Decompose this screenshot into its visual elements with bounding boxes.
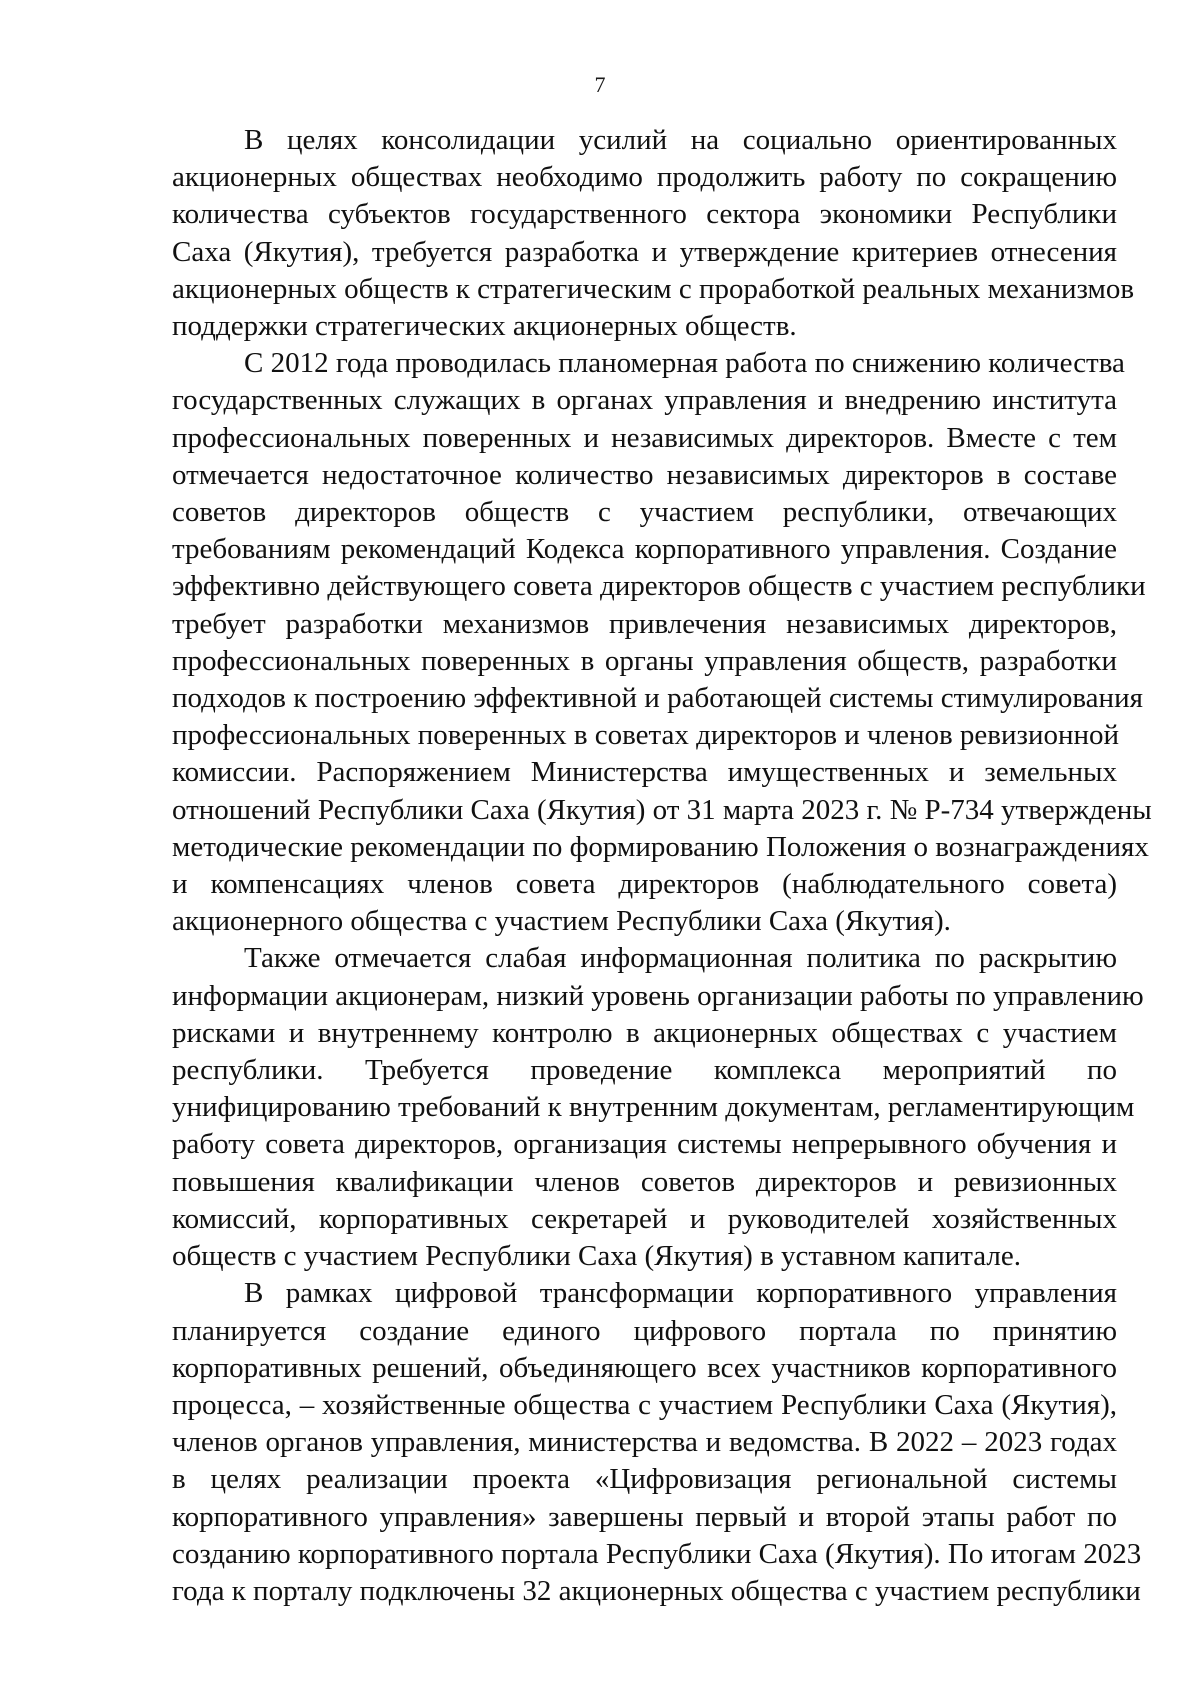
text-line: профессиональных поверенных и независимых директоров. Вместе с тем [172,421,1117,454]
text-line: Также отмечается слабая информационная политика по раскрытию [244,942,1117,975]
text-line: корпоративного управления» завершены первый и второй этапы работ по [172,1500,1117,1533]
text-line: профессиональных поверенных в советах директоров и членов ревизионной [172,719,1120,752]
text-line: требованиям рекомендаций Кодекса корпоративного управления. Создание [172,533,1117,566]
page-number: 7 [594,72,606,97]
text-line: членов органов управления, министерства и ведомства. В 2022 – 2023 годах [172,1426,1117,1459]
text-line: количества субъектов государственного сектора экономики Республики [172,198,1117,231]
text-line: государственных служащих в органах управления и внедрению института [172,384,1117,417]
text-line: отношений Республики Саха (Якутия) от 31 марта 2023 г. № Р-734 утверждены [172,793,1152,826]
text-line: повышения квалификации членов советов директоров и ревизионных [172,1165,1117,1198]
text-line: комиссий, корпоративных секретарей и руководителей хозяйственных [172,1202,1117,1235]
text-line: акционерных обществ к стратегическим с проработкой реальных механизмов [172,272,1135,305]
text-line: Саха (Якутия), требуется разработка и утверждение критериев отнесения [172,235,1117,268]
text-line: обществ с участием Республики Саха (Якутия) в уставном капитале. [172,1240,1021,1273]
text-line: В целях консолидации усилий на социально ориентированных [244,124,1117,156]
text-line: созданию корпоративного портала Республики Саха (Якутия). По итогам 2023 [172,1537,1142,1570]
document-body [172,122,1152,1610]
text-line: и компенсациях членов совета директоров (наблюдательного совета) [172,868,1117,901]
text-line: комиссии. Распоряжением Министерства имущественных и земельных [172,756,1117,789]
text-line: В рамках цифровой трансформации корпоративного управления [244,1277,1117,1310]
text-line: унифицированию требований к внутренним документам, регламентирующим [172,1091,1135,1124]
paragraph-3 [172,940,1144,1275]
text-line: республики. Требуется проведение комплекса мероприятий по [172,1054,1117,1087]
paragraph-4 [172,1275,1142,1610]
text-line: рисками и внутреннему контролю в акционерных обществах с участием [172,1016,1117,1049]
text-line: процесса, – хозяйственные общества с участием Республики Саха (Якутия), [172,1388,1117,1421]
text-line: информации акционерам, низкий уровень организации работы по управлению [172,979,1144,1012]
text-line: С 2012 года проводилась планомерная работа по снижению количества [244,347,1125,380]
text-line: методические рекомендации по формированию Положения о вознаграждениях [172,830,1149,863]
text-line: отмечается недостаточное количество независимых директоров в составе [172,458,1117,491]
text-line: эффективно действующего совета директоров обществ с участием республики [172,570,1146,603]
text-line: года к порталу подключены 32 акционерных общества с участием республики [172,1574,1141,1607]
text-line: акционерных обществах необходимо продолжить работу по сокращению [172,161,1117,194]
paragraph-1 [172,122,1135,345]
paragraph-2 [172,345,1152,940]
text-line: акционерного общества с участием Республики Саха (Якутия). [172,905,951,938]
text-line: корпоративных решений, объединяющего всех участников корпоративного [172,1351,1117,1384]
text-line: требует разработки механизмов привлечения независимых директоров, [172,607,1117,640]
text-line: подходов к построению эффективной и работающей системы стимулирования [172,682,1143,715]
text-line: поддержки стратегических акционерных обществ. [172,310,797,343]
text-line: работу совета директоров, организация системы непрерывного обучения и [172,1128,1117,1161]
text-line: профессиональных поверенных в органы управления обществ, разработки [172,644,1117,677]
text-line: планируется создание единого цифрового портала по принятию [172,1314,1117,1347]
text-line: в целях реализации проекта «Цифровизация региональной системы [172,1463,1117,1496]
text-line: советов директоров обществ с участием республики, отвечающих [172,496,1117,529]
